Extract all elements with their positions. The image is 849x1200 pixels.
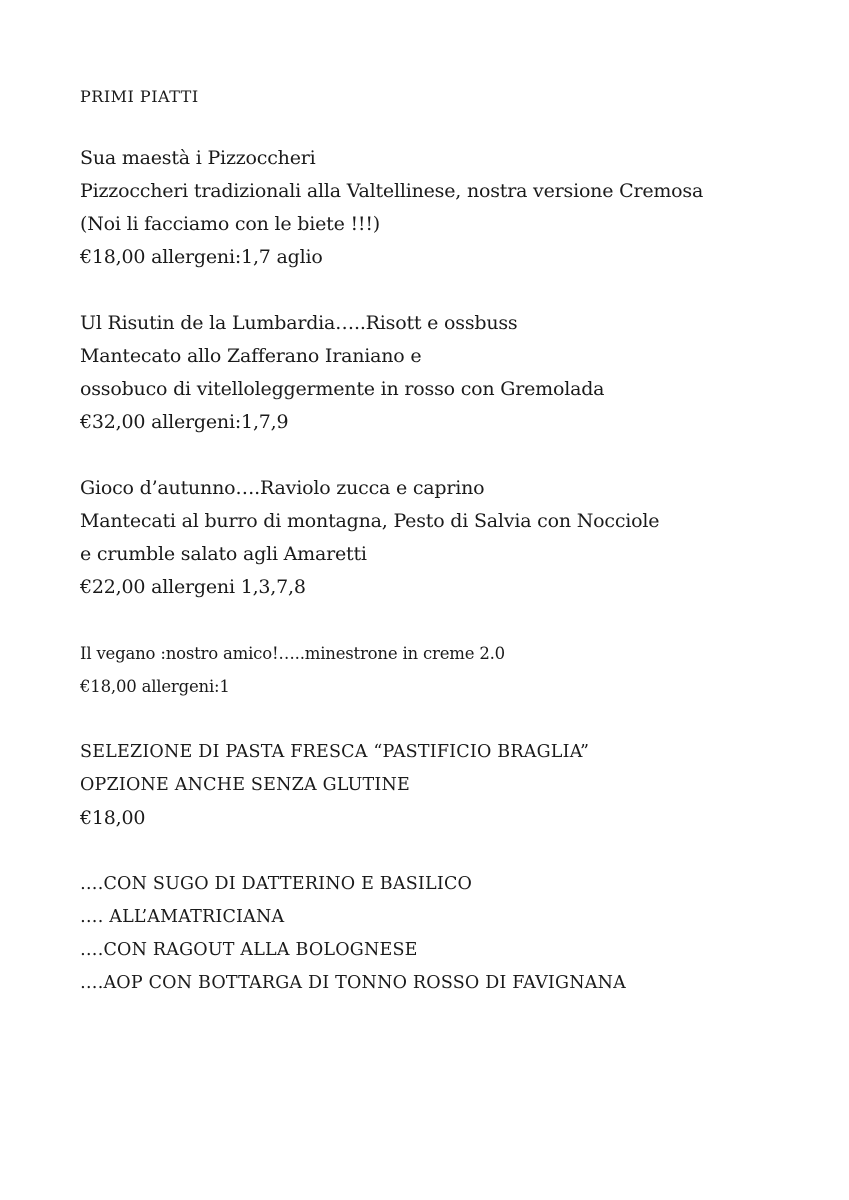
dish-risotto [80,307,820,439]
sauce-option: ….CON SUGO DI DATTERINO E BASILICO [80,874,473,894]
pasta-price: €18,00 [80,807,146,829]
dish-description: ossobuco di vitelloleggermente in rosso con Gremolada [80,378,605,400]
menu-page [80,82,820,1000]
dish-vegano [80,637,820,703]
dish-description: e crumble salato agli Amaretti [80,543,367,565]
dish-price-allergens: €18,00 allergeni:1,7 aglio [80,246,323,268]
dish-description: Pizzoccheri tradizionali alla Valtellinese, nostra versione Cremosa [80,180,704,202]
dish-description: Mantecati al burro di montagna, Pesto di Salvia con Nocciole [80,510,660,532]
sauce-option: ….CON RAGOUT ALLA BOLOGNESE [80,940,418,960]
dish-price-allergens: €22,00 allergeni 1,3,7,8 [80,576,306,598]
sauce-option: …. ALL’AMATRICIANA [80,907,285,927]
pasta-selection [80,736,820,835]
dish-name: Sua maestà i Pizzoccheri [80,147,316,169]
dish-name: Gioco d’autunno….Raviolo zucca e caprino [80,477,485,499]
dish-description: Mantecato allo Zafferano Iraniano e [80,345,422,367]
dish-name: Ul Risutin de la Lumbardia…..Risott e ossbuss [80,312,518,334]
sauce-options [80,868,820,1000]
gluten-free-option: OPZIONE ANCHE SENZA GLUTINE [80,775,411,795]
dish-raviolo [80,472,820,604]
dish-name: Il vegano :nostro amico!…..minestrone in creme 2.0 [80,644,505,663]
dish-price-allergens: €32,00 allergeni:1,7,9 [80,411,289,433]
dish-pizzoccheri [80,142,820,274]
sauce-option: ….AOP CON BOTTARGA DI TONNO ROSSO DI FAVIGNANA [80,973,626,993]
dish-note: (Noi li facciamo con le biete !!!) [80,213,380,235]
pasta-selection-title: SELEZIONE DI PASTA FRESCA “PASTIFICIO BRAGLIA” [80,742,590,762]
section-title: PRIMI PIATTI [80,87,199,106]
dish-price-allergens: €18,00 allergeni:1 [80,677,230,696]
